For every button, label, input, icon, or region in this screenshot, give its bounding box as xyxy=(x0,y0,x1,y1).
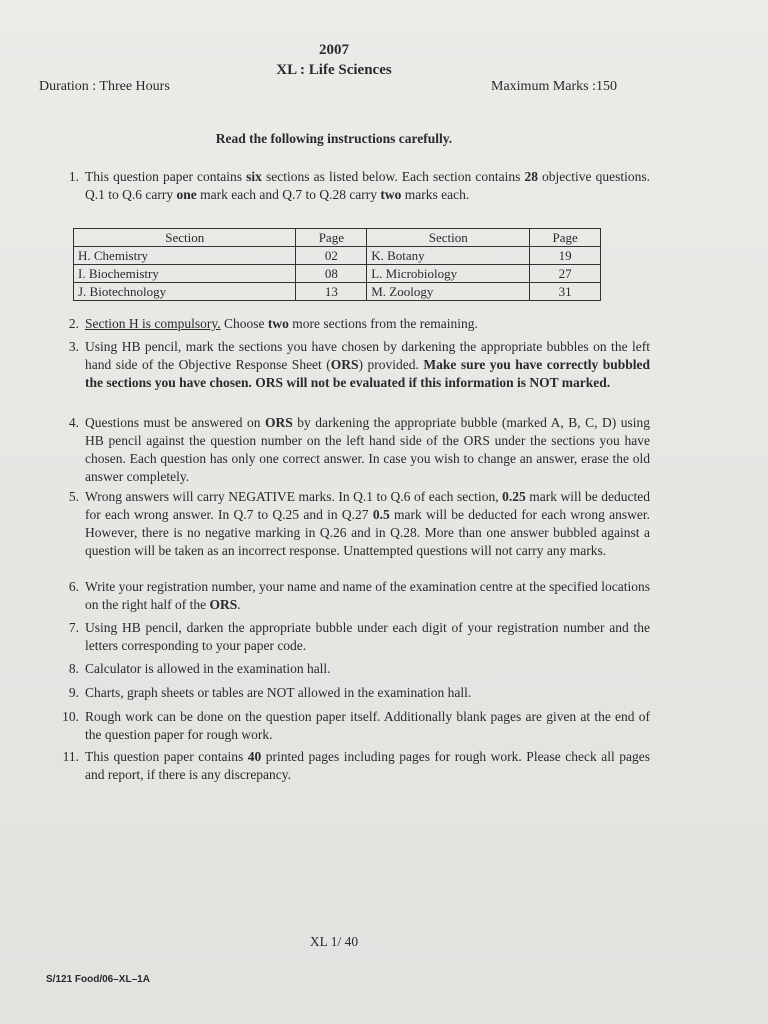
text-run: . xyxy=(237,597,241,612)
section-page: 08 xyxy=(296,265,367,283)
instruction-8 xyxy=(39,660,650,678)
bold-text: ORS xyxy=(209,597,238,612)
instruction-number: 5. xyxy=(68,489,79,504)
text-run: objective questions. Q.1 to Q.6 carry xyxy=(85,169,651,202)
text-run: mark will be deducted for each wrong answer. In Q.7 to Q.25 and in Q.27 xyxy=(85,489,651,522)
instruction-text xyxy=(85,684,650,702)
bold-text: one xyxy=(176,187,197,202)
instruction-text xyxy=(85,708,650,744)
instruction-4 xyxy=(39,414,650,486)
text-run: Wrong answers will carry NEGATIVE marks. In Q.1 to Q.6 of each section, xyxy=(85,489,503,504)
bold-text: 0.5 xyxy=(372,507,390,522)
instruction-number: 2. xyxy=(68,316,79,331)
section-name: L. Microbiology xyxy=(367,265,530,283)
text-run: more sections from the remaining. xyxy=(288,316,478,331)
section-page: 31 xyxy=(530,283,601,301)
duration-label: Duration : Three Hours xyxy=(39,79,170,94)
instructions-heading: Read the following instructions carefully. xyxy=(215,131,453,146)
page-number: XL 1/ 40 xyxy=(309,934,359,949)
text-run: Choose xyxy=(220,316,268,331)
exam-year: 2007 xyxy=(319,42,349,58)
col-header-section: Section xyxy=(367,229,530,247)
text-run: marks each. xyxy=(401,187,470,202)
section-page: 27 xyxy=(530,265,601,283)
text-run: ) provided. xyxy=(358,357,424,372)
text-run: Charts, graph sheets or tables are NOT allowed in the examination hall. xyxy=(85,685,472,700)
underlined-text: Section H is compulsory. xyxy=(85,316,221,331)
instruction-number: 7. xyxy=(68,620,79,635)
text-run: Using HB pencil, mark the sections you have chosen by darkening the appropriate bubbles on the left hand side of the Objective Response Sheet ( xyxy=(85,339,650,372)
bold-text: 40 xyxy=(247,749,262,764)
table-header-row xyxy=(74,229,601,247)
text-run: This question paper contains xyxy=(85,749,248,764)
paper-code: S/121 Food/06–XL–1A xyxy=(46,974,150,985)
text-run: mark each and Q.7 to Q.28 carry xyxy=(196,187,381,202)
instruction-text xyxy=(85,315,650,333)
instruction-7 xyxy=(39,619,650,655)
instruction-number: 11. xyxy=(62,749,79,764)
text-run: Questions must be answered on xyxy=(85,415,265,430)
instruction-number: 3. xyxy=(68,339,79,354)
bold-text: 0.25 xyxy=(502,489,526,504)
max-marks-label: Maximum Marks :150 xyxy=(491,79,617,94)
instruction-5 xyxy=(39,488,650,560)
instruction-2 xyxy=(39,315,650,333)
sections-table xyxy=(73,228,601,301)
instruction-1 xyxy=(39,168,650,204)
bold-text: two xyxy=(380,187,402,202)
text-run: Calculator is allowed in the examination hall. xyxy=(85,661,331,676)
section-name: M. Zoology xyxy=(367,283,530,301)
text-run: Write your registration number, your name and name of the examination centre at the specified locations on the right half of the xyxy=(85,579,650,612)
col-header-section: Section xyxy=(74,229,296,247)
instruction-text xyxy=(85,168,650,204)
instruction-10 xyxy=(39,708,650,744)
section-name: H. Chemistry xyxy=(74,247,296,265)
instruction-6 xyxy=(39,578,650,614)
instruction-11 xyxy=(39,748,650,784)
bold-text: ORS xyxy=(330,357,359,372)
bold-text: Make sure you have correctly bubbled the sections you have chosen. ORS will not be evaluated if this information is NOT marked. xyxy=(85,357,650,390)
instruction-text xyxy=(85,578,650,614)
text-run: mark will be deducted for each wrong answer. However, there is no negative marking in Q.26 and in Q.28. More than one answer bubbled against a question will be taken as an incorrect response. Unattempted questions will not carry any marks. xyxy=(85,507,650,558)
section-page: 13 xyxy=(296,283,367,301)
section-name: K. Botany xyxy=(367,247,530,265)
instruction-number: 1. xyxy=(68,169,79,184)
bold-text: 28 xyxy=(524,169,538,184)
instruction-9 xyxy=(39,684,650,702)
instruction-text xyxy=(85,619,650,655)
section-page: 19 xyxy=(530,247,601,265)
text-run: Rough work can be done on the question paper itself. Additionally blank pages are given at the end of the question paper for rough work. xyxy=(85,709,650,742)
table-row xyxy=(74,265,601,283)
instruction-text xyxy=(85,338,650,392)
text-run: This question paper contains xyxy=(85,169,247,184)
instruction-3 xyxy=(39,338,650,392)
col-header-page: Page xyxy=(530,229,601,247)
section-page: 02 xyxy=(296,247,367,265)
instruction-number: 6. xyxy=(68,579,79,594)
section-name: I. Biochemistry xyxy=(74,265,296,283)
bold-text: six xyxy=(246,169,262,184)
text-run: printed pages including pages for rough work. Please check all pages and report, if there is any discrepancy. xyxy=(85,749,651,782)
instruction-number: 8. xyxy=(68,661,79,676)
paper-title: XL : Life Sciences xyxy=(276,62,392,78)
section-name: J. Biotechnology xyxy=(74,283,296,301)
instruction-number: 10. xyxy=(62,709,79,724)
text-run: Using HB pencil, darken the appropriate bubble under each digit of your registration number and the letters corresponding to your paper code. xyxy=(85,620,650,653)
instruction-text xyxy=(85,660,650,678)
table-row xyxy=(74,283,601,301)
table-row xyxy=(74,247,601,265)
bold-text: ORS xyxy=(264,415,293,430)
text-run: by darkening the appropriate bubble (marked A, B, C, D) using HB pencil against the question number on the left hand side of the ORS under the sections you have chosen. Each question has only one correct answer. In case you wish to change an answer, erase the old answer completely. xyxy=(85,415,650,484)
col-header-page: Page xyxy=(296,229,367,247)
instruction-text xyxy=(85,748,650,784)
instruction-number: 9. xyxy=(68,685,79,700)
instruction-number: 4. xyxy=(68,415,79,430)
text-run: sections as listed below. Each section contains xyxy=(261,169,525,184)
instruction-text xyxy=(85,488,650,560)
bold-text: two xyxy=(267,316,289,331)
instruction-text xyxy=(85,414,650,486)
